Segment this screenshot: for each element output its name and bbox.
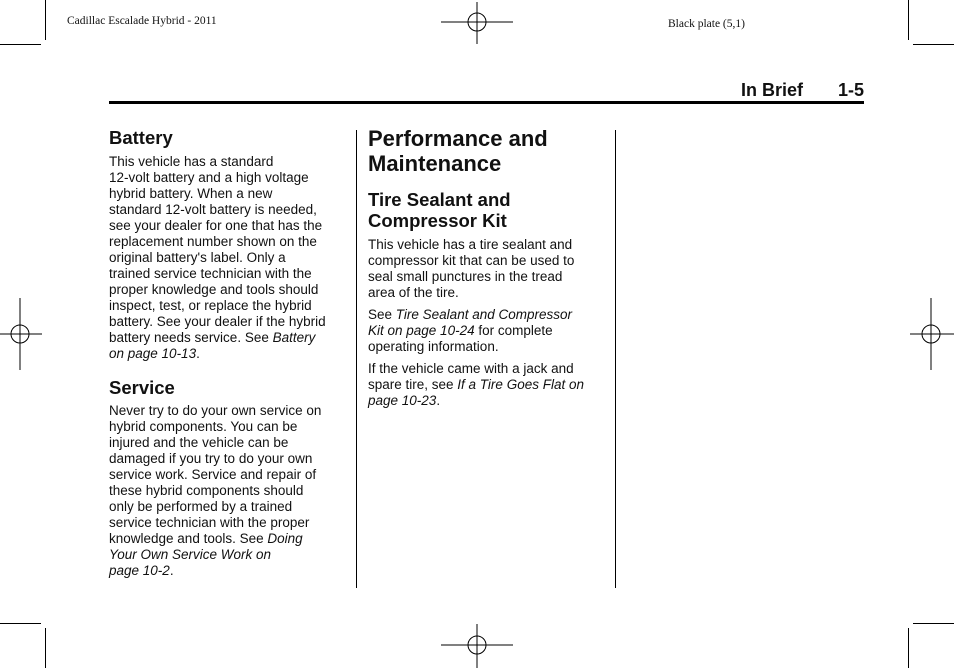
text-line: area of the tire.: [368, 285, 459, 300]
service-heading: Service: [109, 377, 175, 398]
text-period: .: [169, 563, 174, 578]
text-fragment: spare tire, see: [368, 377, 458, 392]
text-line: damaged if you try to do your own: [109, 451, 313, 466]
column-divider: [356, 130, 357, 588]
text-line: standard 12-volt battery is needed,: [109, 202, 317, 217]
flat-tire-reference-link[interactable]: If a Tire Goes Flat on: [457, 377, 584, 392]
text-line: replacement number shown on the: [109, 234, 317, 249]
text-fragment: for complete: [474, 323, 553, 338]
text-line: seal small punctures in the tread: [368, 269, 563, 284]
battery-reference-link[interactable]: Battery: [272, 330, 316, 345]
tire-sealant-paragraph: [368, 237, 610, 301]
battery-heading: Battery: [109, 127, 173, 148]
text-line: compressor kit that can be used to: [368, 253, 575, 268]
text-line: operating information.: [368, 339, 499, 354]
crop-mark: [45, 628, 46, 668]
tire-sealant-reference-page[interactable]: Kit on page 10-24: [368, 323, 475, 338]
text-fragment: See: [368, 307, 396, 322]
tire-sealant-heading: [368, 189, 610, 231]
text-line: This vehicle has a tire sealant and: [368, 237, 573, 252]
text-line: battery needs service. See: [109, 330, 273, 345]
plate-right-text: Black plate (5,1): [668, 18, 745, 30]
battery-paragraph: [109, 154, 349, 362]
text-period: .: [196, 346, 200, 361]
header-page-number: 1-5: [838, 80, 865, 100]
jack-spare-paragraph: [368, 361, 610, 409]
registration-mark-right: [910, 298, 954, 370]
crop-mark: [45, 0, 46, 40]
registration-mark-bottom: [441, 624, 513, 668]
heading-line: Tire Sealant and: [368, 189, 511, 210]
tire-sealant-reference-link[interactable]: Tire Sealant and Compressor: [395, 307, 572, 322]
text-line: inspect, test, or replace the hybrid: [109, 298, 312, 313]
crop-mark: [908, 628, 909, 668]
tire-sealant-reference-paragraph: [368, 307, 610, 355]
service-reference-link[interactable]: Doing: [267, 531, 303, 546]
text-line: original battery's label. Only a: [109, 250, 286, 265]
crop-mark: [0, 44, 41, 45]
service-reference-link[interactable]: Your Own Service Work on: [109, 547, 272, 562]
text-line: Never try to do your own service on: [109, 403, 322, 418]
text-line: service technician with the proper: [109, 515, 310, 530]
text-line: knowledge and tools. See: [109, 531, 268, 546]
column-middle: [368, 126, 610, 409]
text-line: 12-volt battery and a high voltage: [109, 170, 309, 185]
registration-mark-left: [0, 298, 42, 370]
text-line: service work. Service and repair of: [109, 467, 317, 482]
text-line: see your dealer for one that has the: [109, 218, 323, 233]
plate-left-text: Cadillac Escalade Hybrid - 2011: [67, 15, 217, 27]
battery-reference-page[interactable]: on page 10-13: [109, 346, 197, 361]
heading-line: Compressor Kit: [368, 210, 507, 231]
title-line: Performance and: [368, 126, 548, 151]
service-paragraph: [109, 403, 349, 579]
flat-tire-reference-page[interactable]: page 10-23: [368, 393, 437, 408]
text-line: trained service technician with the: [109, 266, 312, 281]
header-section: In Brief: [741, 80, 804, 100]
text-line: If the vehicle came with a jack and: [368, 361, 574, 376]
text-line: hybrid components. You can be: [109, 419, 298, 434]
text-line: This vehicle has a standard: [109, 154, 274, 169]
crop-mark: [908, 0, 909, 40]
text-period: .: [436, 393, 441, 408]
text-line: hybrid battery. When a new: [109, 186, 273, 201]
header-rule: [109, 101, 864, 104]
crop-mark: [913, 623, 954, 624]
text-line: only be performed by a trained: [109, 499, 293, 514]
crop-mark: [0, 623, 41, 624]
text-line: these hybrid components should: [109, 483, 304, 498]
column-divider: [615, 130, 616, 588]
text-line: injured and the vehicle can be: [109, 435, 289, 450]
service-reference-page[interactable]: page 10-2: [109, 563, 170, 578]
text-line: proper knowledge and tools should: [109, 282, 319, 297]
performance-maintenance-title: [368, 126, 610, 176]
text-line: battery. See your dealer if the hybrid: [109, 314, 326, 329]
crop-mark: [913, 44, 954, 45]
registration-mark-top: [441, 2, 513, 44]
title-line: Maintenance: [368, 151, 502, 176]
column-left: [109, 127, 349, 579]
